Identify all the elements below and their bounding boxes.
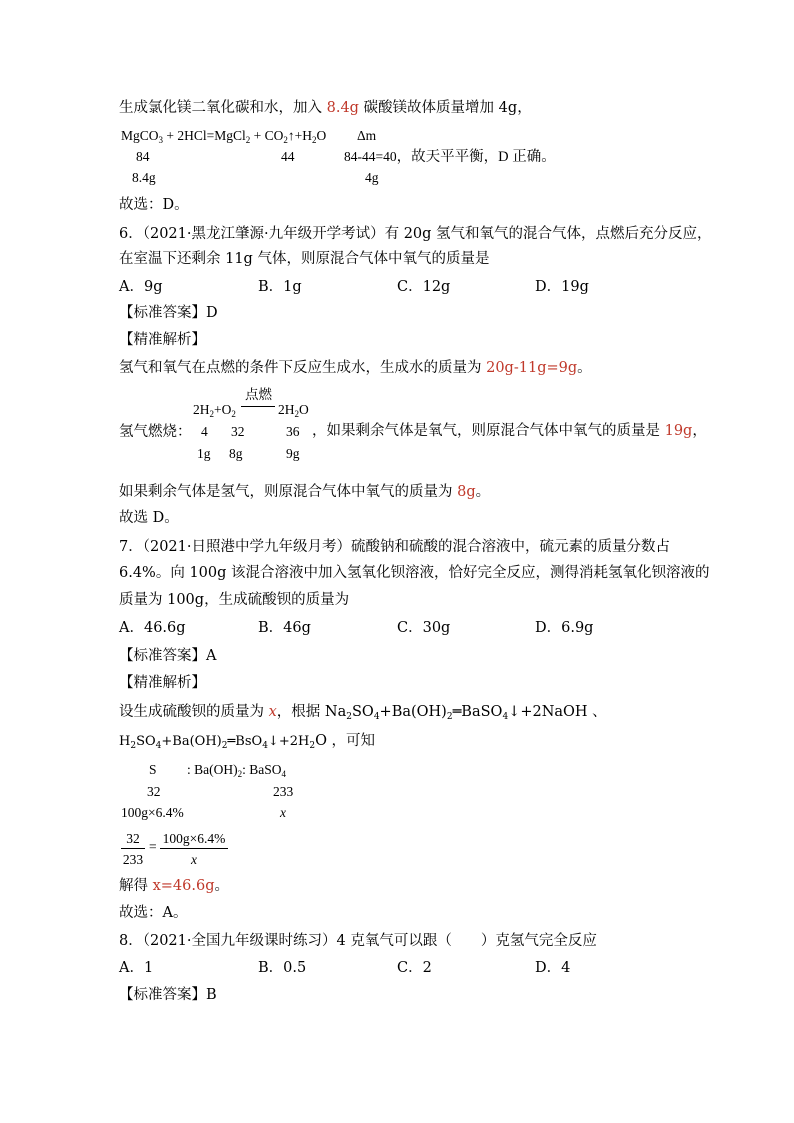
q6-analysis-line-1 xyxy=(119,361,592,376)
q6-option-b: B．1g xyxy=(258,279,302,295)
answer-label: 【标准答案】 xyxy=(119,648,206,664)
h2-o2-equation: $2H_2+O_2$ xyxy=(193,402,236,419)
q6-option-d: D．19g xyxy=(535,279,589,295)
q8-option-c: C．2 xyxy=(397,960,432,976)
q6-option-a: A．9g xyxy=(119,279,163,295)
answer-value: B xyxy=(206,987,217,1003)
text: SO xyxy=(136,734,156,749)
ratio-s: S xyxy=(149,762,157,777)
fraction-left-denominator: 233 xyxy=(122,852,144,867)
formula: 2H xyxy=(278,402,295,417)
q6-stem-line-1: 6．（2021·黑龙江肇源·九年级开学考试）有 20g 氢气和氧气的混合气体，点燃后充分反应， xyxy=(119,226,712,242)
text: 。 xyxy=(577,360,592,376)
q7-analysis-line-2: $H_2SO_4+Ba(OH)_2═BsO_4↓+2H_2O$ ，可知 xyxy=(119,733,376,751)
text: 解得 xyxy=(119,878,153,894)
formula: MgCO xyxy=(121,128,159,143)
mass-4g: 4g xyxy=(365,170,379,185)
value: 19g xyxy=(664,423,693,439)
mass-8g: 8g xyxy=(229,446,243,461)
mgco3-equation: MgCO$_3$ + 2HCl=MgCl$_2$ + $CO_2↑+H_2O$ xyxy=(121,128,327,145)
text: 。 xyxy=(214,878,230,894)
q7-analysis-label: 【精准解析】 xyxy=(119,675,206,691)
text: ，根据 Na xyxy=(276,704,347,720)
text: ↓+2NaOH 、 xyxy=(508,704,607,720)
mass-9g: 9g xyxy=(286,446,300,461)
gas-arrow: ↑ xyxy=(287,128,295,143)
mass-4: 4 xyxy=(201,424,208,439)
equals-sign: = xyxy=(149,839,157,854)
mass-32: 32 xyxy=(231,424,245,439)
text: SO xyxy=(351,704,374,720)
answer-value: D xyxy=(206,305,218,321)
mass-44: 44 xyxy=(281,149,295,164)
condition-arrow xyxy=(241,406,275,407)
variable-x: x xyxy=(280,805,286,820)
formula: : BaSO xyxy=(242,762,282,777)
fraction-right-numerator: 100g×6.4% xyxy=(162,831,226,846)
q6-answer xyxy=(119,306,218,321)
q6-choose: 故选 D。 xyxy=(119,510,179,526)
text: H xyxy=(119,734,131,749)
q7-choose: 故选：A。 xyxy=(119,905,188,921)
formula: +H xyxy=(294,128,313,143)
text: 。 xyxy=(475,484,491,500)
formula: 2H xyxy=(193,402,210,417)
text: 设生成硫酸钡的质量为 xyxy=(119,704,269,720)
formula: : Ba(OH) xyxy=(187,762,238,777)
mass-233: 233 xyxy=(273,784,294,799)
fraction-right-bar xyxy=(160,848,228,849)
formula: O xyxy=(316,128,327,143)
q8-option-a: A．1 xyxy=(119,960,154,976)
reaction-condition: 点燃 xyxy=(245,387,272,402)
q7-analysis-line-1: 设生成硫酸钡的质量为 x，根据 $Na_2SO_4+Ba(OH)_2═BaSO_4↓+2NaOH$ 、 xyxy=(119,704,607,722)
formula: + CO xyxy=(250,128,284,143)
text: 如果剩余气体是氢气，则原混合气体中氧气的质量为 xyxy=(119,484,458,500)
text: ═BsO xyxy=(227,734,263,749)
fraction-left-bar xyxy=(121,848,145,849)
text: ， xyxy=(692,423,707,439)
text: +Ba(OH) xyxy=(379,704,447,720)
q6-analysis-line-3 xyxy=(119,485,490,500)
text: ↓+2H xyxy=(267,734,310,749)
hydrogen-burn-label: 氢气燃烧： xyxy=(119,424,192,440)
text: ，如果剩余气体是氧气，则原混合气体中氧气的质量是 xyxy=(312,423,665,439)
value: 8.4g xyxy=(326,100,359,116)
mass-8-4g: 8.4g xyxy=(132,170,156,185)
mass-100g-6-4pct: 100g×6.4% xyxy=(121,805,184,820)
fraction-right-denominator: x xyxy=(191,852,197,867)
text: ，故天平平衡，D 正确。 xyxy=(396,149,556,165)
calc: 84-44=40 xyxy=(344,149,397,164)
prev-line-1 xyxy=(119,101,532,116)
text: 氢气和氧气在点燃的条件下反应生成水，生成水的质量为 xyxy=(119,360,487,376)
formula: O xyxy=(299,402,309,417)
text: ， xyxy=(517,100,532,116)
value: 20g-11g=9g xyxy=(486,360,578,376)
answer-label: 【标准答案】 xyxy=(119,305,206,321)
text: ═BaSO xyxy=(452,704,503,720)
ratio-ba-oh: : $Ba(OH)_2$: BaSO$_4$ xyxy=(187,762,287,779)
q6-option-c: C．12g xyxy=(397,279,451,295)
q6-analysis-line-2 xyxy=(312,424,707,439)
value: x=46.6g xyxy=(152,878,215,894)
q8-option-b: B．0.5 xyxy=(258,960,307,976)
q6-analysis-label: 【精准解析】 xyxy=(119,332,206,348)
text: 生成氯化镁二氧化碳和水，加入 xyxy=(119,100,327,116)
q7-stem-line-2: 6.4%。向 100g 该混合溶液中加入氢氧化钡溶液，恰好完全反应，测得消耗氢氧化钡溶液的 xyxy=(119,565,710,581)
variable-x: x xyxy=(268,704,277,720)
text: +Ba(OH) xyxy=(161,734,222,749)
q7-option-d: D．6.9g xyxy=(535,620,594,636)
q7-option-b: B．46g xyxy=(258,620,311,636)
answer-label: 【标准答案】 xyxy=(119,987,206,1003)
q7-option-c: C．30g xyxy=(397,620,451,636)
mass-32: 32 xyxy=(147,784,161,799)
value: 4g xyxy=(498,100,518,116)
text: O ，可知 xyxy=(315,733,376,749)
q7-option-a: A．46.6g xyxy=(119,620,186,636)
text: 碳酸镁故体质量增加 xyxy=(358,100,499,116)
mass-84: 84 xyxy=(136,149,150,164)
value: 8g xyxy=(457,484,476,500)
q7-stem-line-3: 质量为 100g，生成硫酸钡的质量为 xyxy=(119,592,350,608)
formula: +O xyxy=(214,402,232,417)
formula: + 2HCl=MgCl xyxy=(163,128,246,143)
h2o-product: $2H_2O$ xyxy=(278,402,309,419)
mass-1g: 1g xyxy=(197,446,211,461)
mass-36: 36 xyxy=(286,424,300,439)
prev-choose: 故选：D。 xyxy=(119,197,189,213)
q8-option-d: D．4 xyxy=(535,960,571,976)
delta-m: Δm xyxy=(357,128,377,143)
q7-solve xyxy=(119,879,229,894)
q7-answer xyxy=(119,649,216,664)
q8-answer xyxy=(119,988,217,1003)
q8-stem: 8．（2021·全国九年级课时练习）4 克氧气可以跟（ ）克氢气完全反应 xyxy=(119,933,597,949)
fraction-left-numerator: 32 xyxy=(126,831,140,846)
q6-stem-line-2: 在室温下还剩余 11g 气体，则原混合气体中氧气的质量是 xyxy=(119,251,490,267)
prev-row-2 xyxy=(344,150,556,165)
answer-value: A xyxy=(206,648,217,664)
q7-stem-line-1: 7．（2021·日照港中学九年级月考）硫酸钠和硫酸的混合溶液中，硫元素的质量分数占 xyxy=(119,539,670,555)
